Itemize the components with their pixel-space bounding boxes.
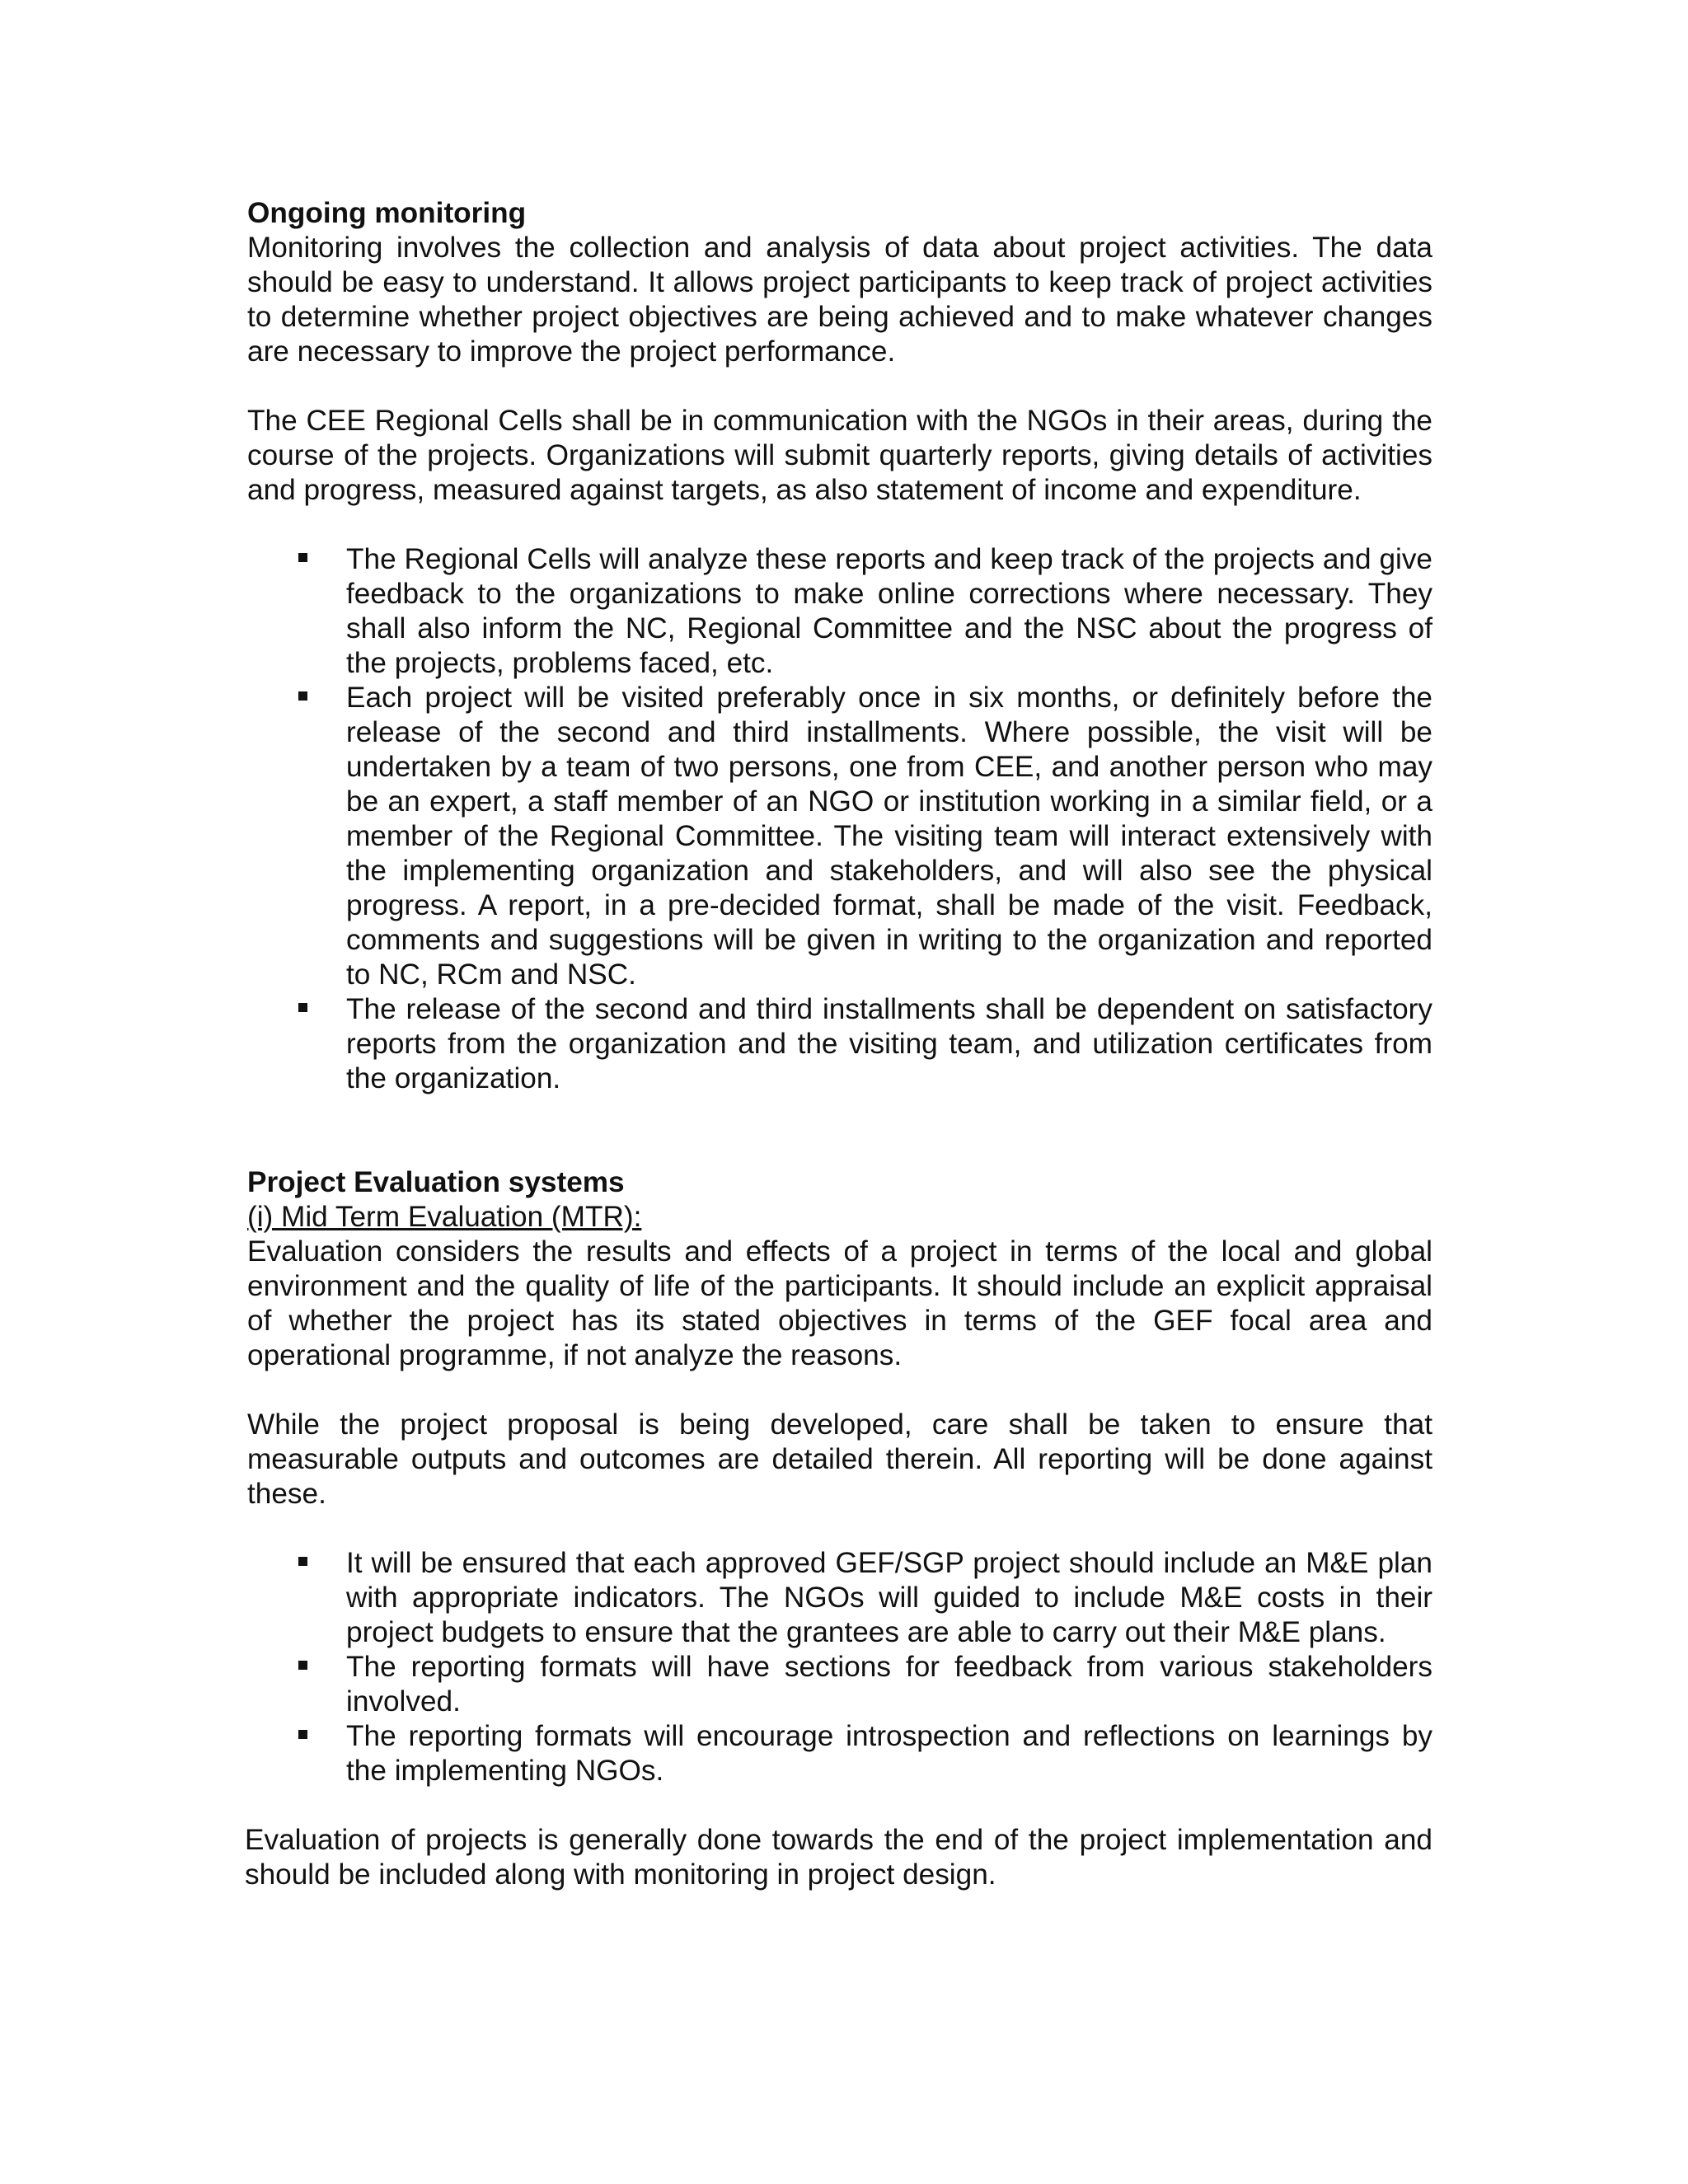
list-item: [247, 1650, 1432, 1719]
list-item: [247, 681, 1432, 992]
list-item-text: The reporting formats will encourage introspection and reflections on learnings by the implementing NGOs.: [346, 1720, 1432, 1787]
evaluation-bullet-list: [247, 1546, 1432, 1788]
square-bullet-icon: [298, 1661, 307, 1670]
paragraph-monitoring-definition: Monitoring involves the collection and analysis of data about project activities. The data should be easy to understand. It allows project participants to keep track of project activities to determine whether project objectives are being achieved and to make whatever changes are necessary to improve the project performance.: [247, 232, 1432, 368]
list-item-text: The Regional Cells will analyze these reports and keep track of the projects and give feedback to the organizations to make online corrections where necessary. They shall also inform the NC, Regional Committee and the NSC about the progress of the projects, problems faced, etc.: [346, 543, 1432, 679]
square-bullet-icon: [298, 691, 307, 701]
square-bullet-icon: [298, 1003, 307, 1012]
square-bullet-icon: [298, 1557, 307, 1566]
paragraph-project-proposal: While the project proposal is being developed, care shall be taken to ensure that measurable outputs and outcomes are detailed therein. All reporting will be done against these.: [247, 1408, 1432, 1510]
list-item: [247, 992, 1432, 1096]
section-heading-project-evaluation: Project Evaluation systems: [247, 1166, 625, 1198]
list-item-text: The reporting formats will have sections for feedback from various stakeholders involved.: [346, 1651, 1432, 1718]
paragraph-evaluation-definition: Evaluation considers the results and effects of a project in terms of the local and global environment and the quality of life of the participants. It should include an explicit appraisal of whether the project has its stated objectives in terms of the GEF focal area and operational programme, if not analyze the reasons.: [247, 1235, 1432, 1371]
section-heading-ongoing-monitoring: Ongoing monitoring: [247, 197, 527, 229]
square-bullet-icon: [298, 553, 307, 562]
list-item-text: Each project will be visited preferably once in six months, or definitely before the release of the second and third installments. Where possible, the visit will be undertaken by a team of two persons, one from CEE, and another person who may be an expert, a staff member of an NGO or institution working in a similar field, or a member of the Regional Committee. The visiting team will interact extensively with the implementing organization and stakeholders, and will also see the physical progress. A report, in a pre-decided format, shall be made of the visit. Feedback, comments and suggestions will be given in writing to the organization and reported to NC, RCm and NSC.: [346, 682, 1432, 991]
paragraph-regional-cells: The CEE Regional Cells shall be in communication with the NGOs in their areas, during the course of the projects. Organizations will submit quarterly reports, giving details of activities and progress, measured against targets, as also statement of income and expenditure.: [247, 405, 1432, 506]
list-item-text: It will be ensured that each approved GEF/SGP project should include an M&E plan with appropriate indicators. The NGOs will guided to include M&E costs in their project budgets to ensure that the grantees are able to carry out their M&E plans.: [346, 1547, 1432, 1648]
document-page: [247, 196, 1432, 1892]
list-item: [247, 1546, 1432, 1650]
subheading-mid-term-evaluation: (i) Mid Term Evaluation (MTR):: [247, 1201, 642, 1233]
paragraph-evaluation-timing: Evaluation of projects is generally done towards the end of the project implementation and should be included along with monitoring in project design.: [245, 1824, 1432, 1891]
square-bullet-icon: [298, 1730, 307, 1739]
list-item: [247, 1719, 1432, 1788]
list-item: [247, 542, 1432, 681]
list-item-text: The release of the second and third installments shall be dependent on satisfactory reports from the organization and the visiting team, and utilization certificates from the organization.: [346, 993, 1432, 1094]
monitoring-bullet-list: [247, 542, 1432, 1096]
